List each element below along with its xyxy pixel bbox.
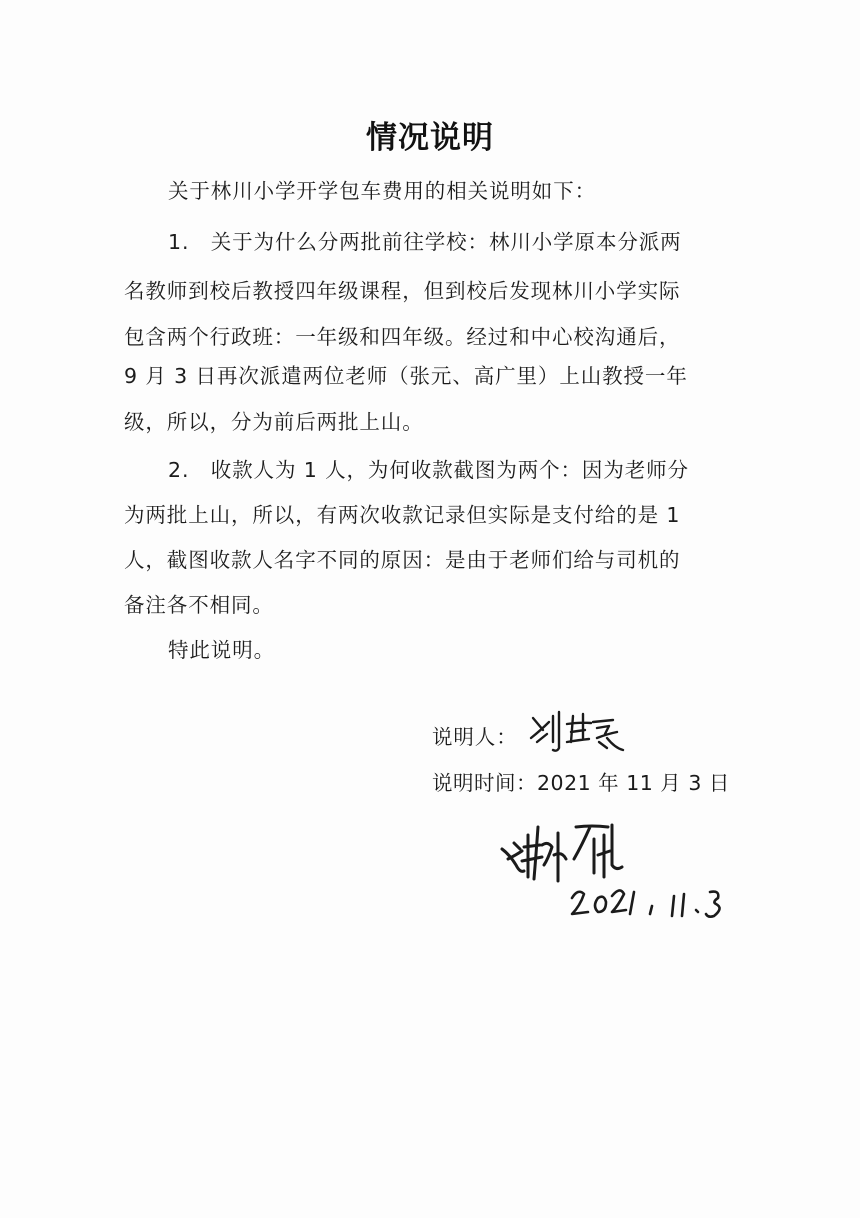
handwritten-signature <box>527 708 627 758</box>
item1-line: 1. 关于为什么分两批前往学校：林川小学原本分派两 <box>168 230 682 254</box>
item1-line: 级，所以，分为前后两批上山。 <box>124 410 424 434</box>
signature-label: 说明人： <box>432 725 518 749</box>
date-line: 说明时间：2021 年 11 月 3 日 <box>432 771 730 795</box>
intro-paragraph: 关于林川小学开学包车费用的相关说明如下： <box>168 179 596 203</box>
document-title: 情况说明 <box>366 120 494 156</box>
item1-line: 名教师到校后教授四年级课程，但到校后发现林川小学实际 <box>124 279 681 303</box>
item1-line: 9 月 3 日再次派遣两位老师（张元、高广里）上山教授一年 <box>124 364 688 388</box>
closing-text: 特此说明。 <box>168 638 275 662</box>
item1-line: 包含两个行政班：一年级和四年级。经过和中心校沟通后， <box>124 325 681 349</box>
item2-line: 人，截图收款人名字不同的原因：是由于老师们给与司机的 <box>124 548 681 572</box>
item2-line: 为两批上山，所以，有两次收款记录但实际是支付给的是 1 <box>124 503 681 527</box>
item2-line: 备注各不相同。 <box>124 593 274 617</box>
item2-line: 2. 收款人为 1 人，为何收款截图为两个：因为老师分 <box>168 458 689 482</box>
handwritten-date <box>568 878 738 923</box>
